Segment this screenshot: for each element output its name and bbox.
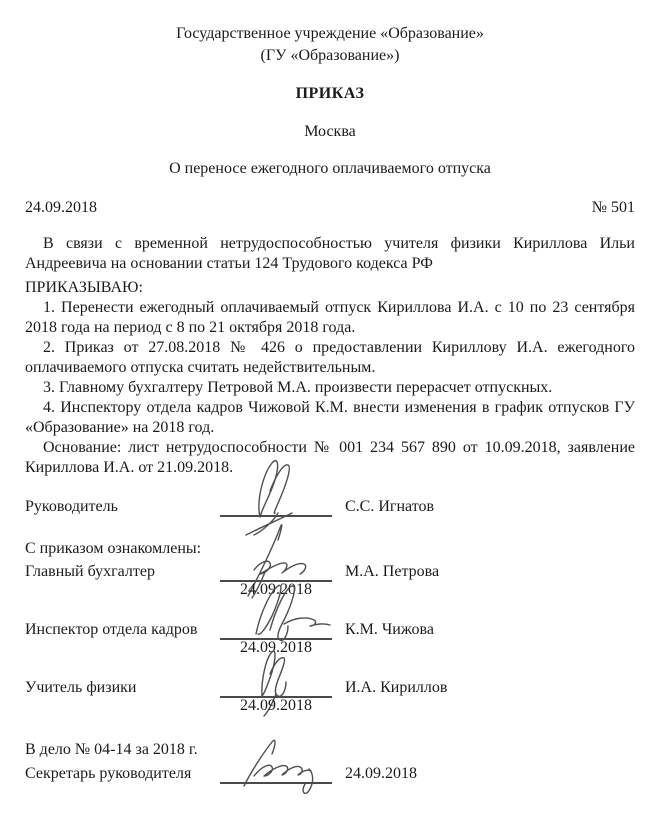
- doc-date: 24.09.2018: [25, 199, 97, 216]
- city-label: Москва: [304, 123, 356, 140]
- sig-label-secretary: Секретарь руководителя: [25, 765, 192, 782]
- sig-name-teacher: И.А. Кириллов: [345, 679, 448, 696]
- signature-row-head: [25, 495, 635, 517]
- case-line: В дело № 04-14 за 2018 г.: [25, 741, 198, 758]
- sig-label-inspector: Инспектор отдела кадров: [25, 621, 198, 638]
- signature-line-teacher: [220, 676, 332, 714]
- order-item-3: 3. Главному бухгалтеру Петровой М.А. произвести перерасчет отпускных.: [43, 379, 553, 396]
- sig-label-head: Руководитель: [25, 498, 118, 515]
- org-short-name: (ГУ «Образование»): [260, 47, 400, 64]
- signature-row-accountant: [25, 560, 635, 598]
- sig-label-teacher: Учитель физики: [25, 679, 137, 696]
- ack-heading: С приказом ознакомлены:: [25, 540, 202, 557]
- signature-line-secretary: [220, 762, 332, 784]
- signature-row-teacher: [25, 676, 635, 714]
- sig-date-teacher: 24.09.2018: [240, 697, 312, 714]
- sig-date-secretary: 24.09.2018: [345, 765, 417, 782]
- doc-number: № 501: [591, 199, 635, 216]
- signature-line-inspector: [220, 618, 332, 656]
- doc-type-title: ПРИКАЗ: [295, 85, 365, 102]
- sig-name-inspector: К.М. Чижова: [345, 621, 434, 638]
- signature-line-accountant: [220, 560, 332, 598]
- date-number-row: [25, 198, 635, 218]
- sig-label-accountant: Главный бухгалтер: [25, 563, 155, 580]
- order-item-4: 4. Инспектору отдела кадров Чижовой К.М. внести изменения в график отпусков ГУ «Образование» на 2018 год.: [25, 399, 635, 436]
- org-name: Государственное учреждение «Образование»: [176, 25, 484, 42]
- sig-date-accountant: 24.09.2018: [240, 581, 312, 598]
- sig-date-inspector: 24.09.2018: [240, 639, 312, 656]
- order-item-1: 1. Перенести ежегодный оплачиваемый отпуск Кириллова И.А. с 10 по 23 сентября 2018 года на период с 8 по 21 октября 2018 года.: [25, 299, 635, 336]
- order-word: ПРИКАЗЫВАЮ:: [25, 279, 143, 296]
- document-header: [25, 23, 635, 180]
- intro-paragraph: В связи с временной нетрудоспособностью учителя физики Кириллова Ильи Андреевича на основании статьи 124 Трудового кодекса РФ: [25, 235, 635, 272]
- basis-paragraph: Основание: лист нетрудоспособности № 001 234 567 890 от 10.09.2018, заявление Кириллова И.А. от 21.09.2018.: [25, 439, 635, 476]
- order-item-2: 2. Приказ от 27.08.2018 № 426 о предоставлении Кириллову И.А. ежегодного оплачиваемого отпуска считать недействительным.: [25, 339, 635, 376]
- sig-name-accountant: М.А. Петрова: [345, 563, 440, 580]
- signature-line-head: [220, 495, 332, 517]
- signature-row-secretary: [25, 762, 635, 784]
- signature-row-inspector: [25, 618, 635, 656]
- doc-subject: О переносе ежегодного оплачиваемого отпуска: [169, 160, 491, 177]
- sig-name-head: С.С. Игнатов: [345, 498, 435, 515]
